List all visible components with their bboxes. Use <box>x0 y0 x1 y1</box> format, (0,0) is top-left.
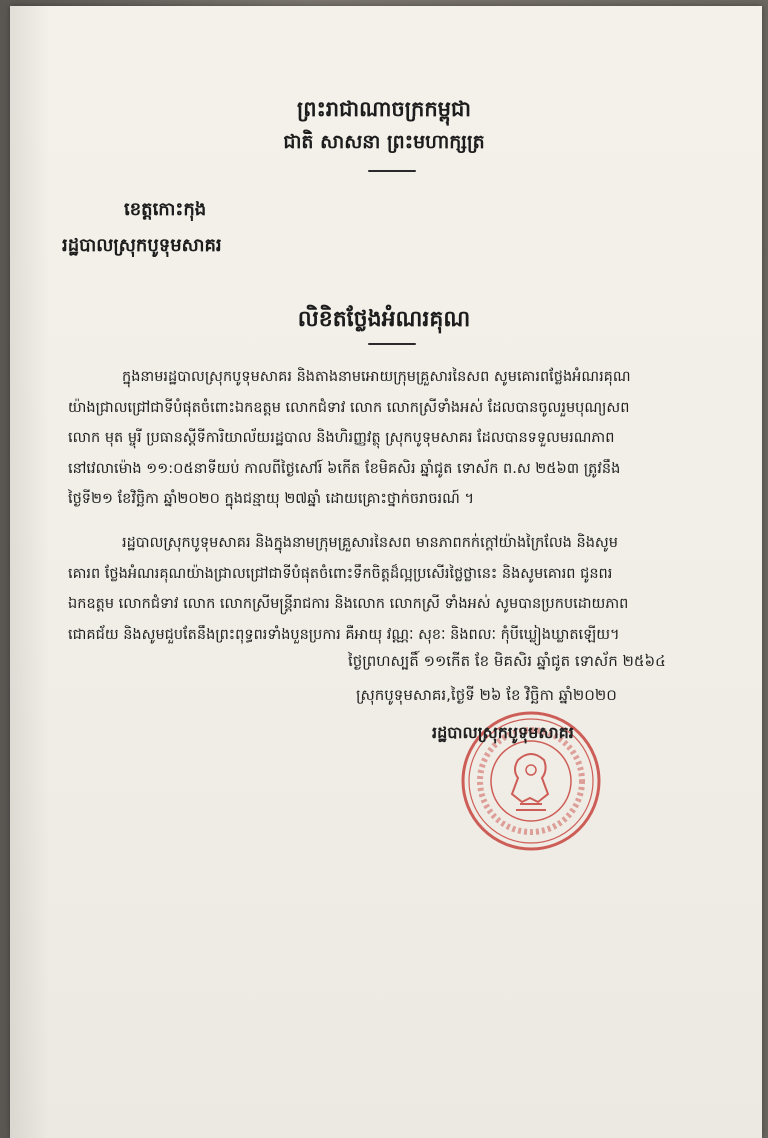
issuing-office: រដ្ឋបាលស្រុកបូទុមសាគរ <box>62 235 222 256</box>
province-name: ខេត្តកោះកុង <box>124 199 207 220</box>
national-motto: ជាតិ សាសនា ព្រះមហាក្សត្រ <box>283 131 485 153</box>
paragraph-line: រដ្ឋបាលស្រុកបូទុមសាគរ និងក្នុងនាមក្រុមគ្រួសារនៃសព មានភាពកក់ក្ដៅយ៉ាងក្រៃលែង និងសូម <box>122 535 618 551</box>
ornament-divider-top <box>368 170 416 172</box>
paragraph-line: គោរព ថ្លែងអំណរគុណយ៉ាងជ្រាលជ្រៅជាទីបំផុតចំពោះទឹកចិត្តដ៏ល្អប្រសើរថ្លៃថ្លានេះ និងសូមគោរព ជូនពរ <box>68 565 613 582</box>
paragraph-line: ក្នុងនាមរដ្ឋបាលស្រុកបូទុមសាគរ និងតាងនាមអោយក្រុមគ្រួសារនៃសព សូមគោរពថ្លែងអំណរគុណ <box>122 369 631 385</box>
paragraph-blessing <box>68 528 718 650</box>
paragraph-line: យ៉ាងជ្រាលជ្រៅជាទីបំផុតចំពោះឯកឧត្តម លោកជំទាវ លោក លោកស្រីទាំងអស់ ដែលបានចូលរួមបុណ្យសព <box>68 399 630 416</box>
paragraph-line: ជោគជ័យ និងសូមជួបតែនឹងព្រះពុទ្ធពរទាំងបួនប្រការ គឺអាយុ វណ្ណៈ សុខៈ និងពលៈ កុំបីឃ្លៀងឃ្លាតឡើយ។ <box>68 626 620 643</box>
paragraph-line: ថ្ងៃទី២១ ខែវិច្ឆិកា ឆ្នាំ២០២០ ក្នុងជន្មាយុ ២៧ឆ្នាំ ដោយគ្រោះថ្នាក់ចរាចរណ៍ ។ <box>68 491 475 507</box>
paragraph-line: លោក មុត ម្ចុរី ប្រធានស្ដីទីការិយាល័យរដ្ឋបាល និងហិរញ្ញវត្ថុ ស្រុកបូទុមសាគរ ដែលបានទទួលមរណភាព <box>68 430 615 446</box>
ornament-divider-title <box>368 343 416 345</box>
place-date: ស្រុកបូទុមសាគរ,ថ្ងៃទី ២៦ ខែ វិច្ឆិកា ឆ្នាំ២០២០ <box>356 686 617 704</box>
kingdom-heading: ព្រះរាជាណាចក្រកម្ពុជា <box>296 96 471 121</box>
letter-title: លិខិតថ្លែងអំណរគុណ <box>297 306 471 332</box>
paragraph-line: នៅវេលាម៉ោង ១១:០៥នាទីយប់ កាលពីថ្ងៃសៅរ៍ ៦កើត ខែមិគសិរ ឆ្នាំជូត ទោស័ក ព.ស ២៥៦៣ ត្រូវនឹង <box>68 460 621 477</box>
lunar-date: ថ្ងៃព្រហស្បតិ៍ ១១កើត ខែ មិគសិរ ឆ្នាំជូត ទោស័ក ២៥៦៤ <box>348 652 666 670</box>
paragraph-thanks <box>68 362 718 515</box>
paragraph-line: ឯកឧត្តម លោកជំទាវ លោក លោកស្រីមន្ត្រីរាជការ និងលោក លោកស្រី ទាំងអស់ សូមបានប្រកបដោយភាព <box>68 596 629 612</box>
signing-office: រដ្ឋបាលស្រុកបូទុមសាគរ <box>432 723 574 742</box>
